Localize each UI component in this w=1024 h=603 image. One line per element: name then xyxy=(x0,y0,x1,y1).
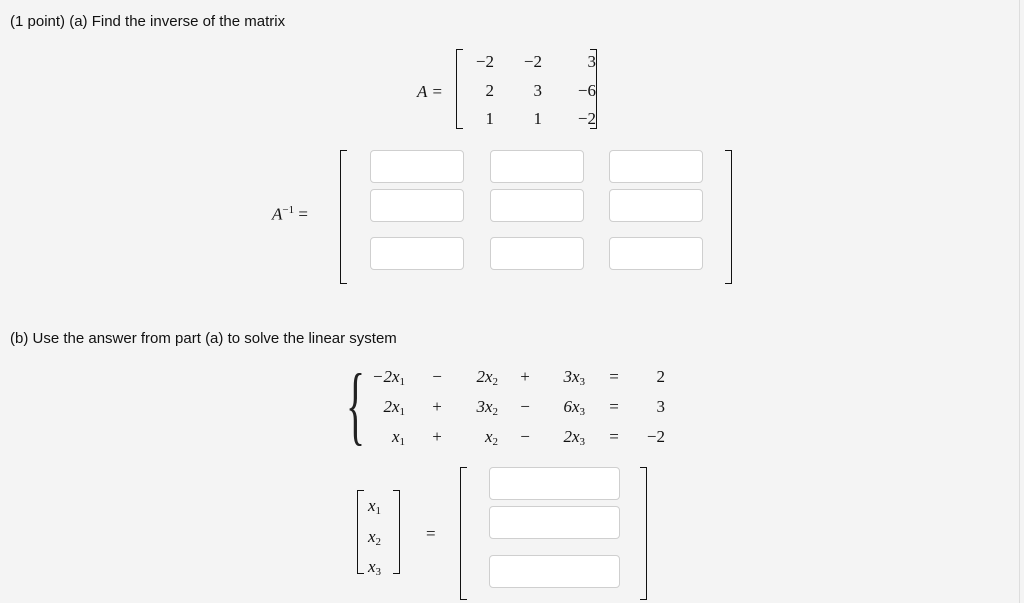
matrix-a-cell-2-2: 3 xyxy=(533,81,542,100)
system-term: 2x xyxy=(563,427,580,446)
subscript: 1 xyxy=(399,406,405,418)
system-row-1-t2 xyxy=(438,367,498,388)
inverse-label: $A^{-1}$ = xyxy=(272,204,308,224)
var: x xyxy=(368,557,376,576)
var: x xyxy=(368,496,376,515)
system-row-2-o1: + xyxy=(432,397,442,416)
matrix-a-cell-2-1: 2 xyxy=(485,81,494,100)
matrix-a-label: A = xyxy=(417,82,443,101)
solution-input-x3[interactable] xyxy=(489,555,620,588)
inverse-input-3-3[interactable] xyxy=(609,237,703,270)
system-row-1-eq: = xyxy=(609,367,619,386)
matrix-a-cell-2-3: −6 xyxy=(577,81,596,100)
system-row-2-t1 xyxy=(345,397,405,418)
matrix-a-cell-3-2: 1 xyxy=(533,109,542,128)
system-row-2-t3 xyxy=(525,397,585,418)
solution-right-bracket xyxy=(640,467,647,600)
subscript: 1 xyxy=(375,505,382,517)
system-row-1-o2: + xyxy=(520,367,530,386)
system-row-3-o2: − xyxy=(520,427,530,446)
inverse-input-1-2[interactable] xyxy=(490,150,584,183)
vector-x-entry-2 xyxy=(368,527,381,548)
inverse-left-bracket xyxy=(340,150,347,284)
subscript: 1 xyxy=(399,436,405,448)
system-row-2-t2 xyxy=(438,397,498,418)
system-term: 2x xyxy=(383,397,400,416)
vector-equals: = xyxy=(426,524,436,543)
subscript: 2 xyxy=(492,376,498,388)
subscript: 1 xyxy=(399,376,405,388)
page-edge xyxy=(1019,0,1020,603)
system-row-3-eq: = xyxy=(609,427,619,446)
solution-left-bracket xyxy=(460,467,467,600)
vector-x-right-bracket xyxy=(393,490,400,574)
system-row-3-t2 xyxy=(438,427,498,448)
system-term: 2x xyxy=(476,367,493,386)
system-term: −2x xyxy=(371,367,400,386)
system-row-1-o1: − xyxy=(432,367,442,386)
system-row-1-t3 xyxy=(525,367,585,388)
system-term: 6x xyxy=(563,397,580,416)
system-row-1-t1 xyxy=(345,367,405,388)
system-term: 3x xyxy=(563,367,580,386)
system-term: x xyxy=(484,427,493,446)
solution-input-x2[interactable] xyxy=(489,506,620,539)
subscript: 3 xyxy=(375,566,382,578)
part-a-prompt: (1 point) (a) Find the inverse of the matrix xyxy=(10,13,286,30)
vector-x-entry-1 xyxy=(368,496,381,517)
vector-x-entry-3 xyxy=(368,557,381,578)
var: x xyxy=(368,527,376,546)
subscript: 2 xyxy=(492,436,498,448)
solution-input-x1[interactable] xyxy=(489,467,620,500)
subscript: 3 xyxy=(579,436,585,448)
system-row-3-rhs: −2 xyxy=(646,427,665,446)
inverse-input-2-3[interactable] xyxy=(609,189,703,222)
system-term: 3x xyxy=(476,397,493,416)
part-b-prompt: (b) Use the answer from part (a) to solve the linear system xyxy=(10,330,397,347)
subscript: 3 xyxy=(579,406,585,418)
vector-x-left-bracket xyxy=(357,490,364,574)
matrix-a-cell-1-2: −2 xyxy=(523,52,542,71)
matrix-a-cell-1-3: 3 xyxy=(587,52,596,71)
inverse-input-2-2[interactable] xyxy=(490,189,584,222)
subscript: 2 xyxy=(492,406,498,418)
matrix-a-cell-3-1: 1 xyxy=(485,109,494,128)
inverse-input-2-1[interactable] xyxy=(370,189,464,222)
inverse-input-1-1[interactable] xyxy=(370,150,464,183)
system-brace: { xyxy=(346,357,366,454)
inverse-right-bracket xyxy=(725,150,732,284)
inverse-input-3-2[interactable] xyxy=(490,237,584,270)
system-row-3-t1 xyxy=(345,427,405,448)
system-row-3-o1: + xyxy=(432,427,442,446)
system-row-2-o2: − xyxy=(520,397,530,416)
subscript: 2 xyxy=(375,536,382,548)
matrix-a-cell-1-1: −2 xyxy=(475,52,494,71)
system-row-2-rhs: 3 xyxy=(656,397,665,416)
system-row-3-t3 xyxy=(525,427,585,448)
system-row-2-eq: = xyxy=(609,397,619,416)
system-row-1-rhs: 2 xyxy=(656,367,665,386)
subscript: 3 xyxy=(579,376,585,388)
inverse-input-3-1[interactable] xyxy=(370,237,464,270)
matrix-a-cell-3-3: −2 xyxy=(577,109,596,128)
inverse-input-1-3[interactable] xyxy=(609,150,703,183)
system-term: x xyxy=(391,427,400,446)
